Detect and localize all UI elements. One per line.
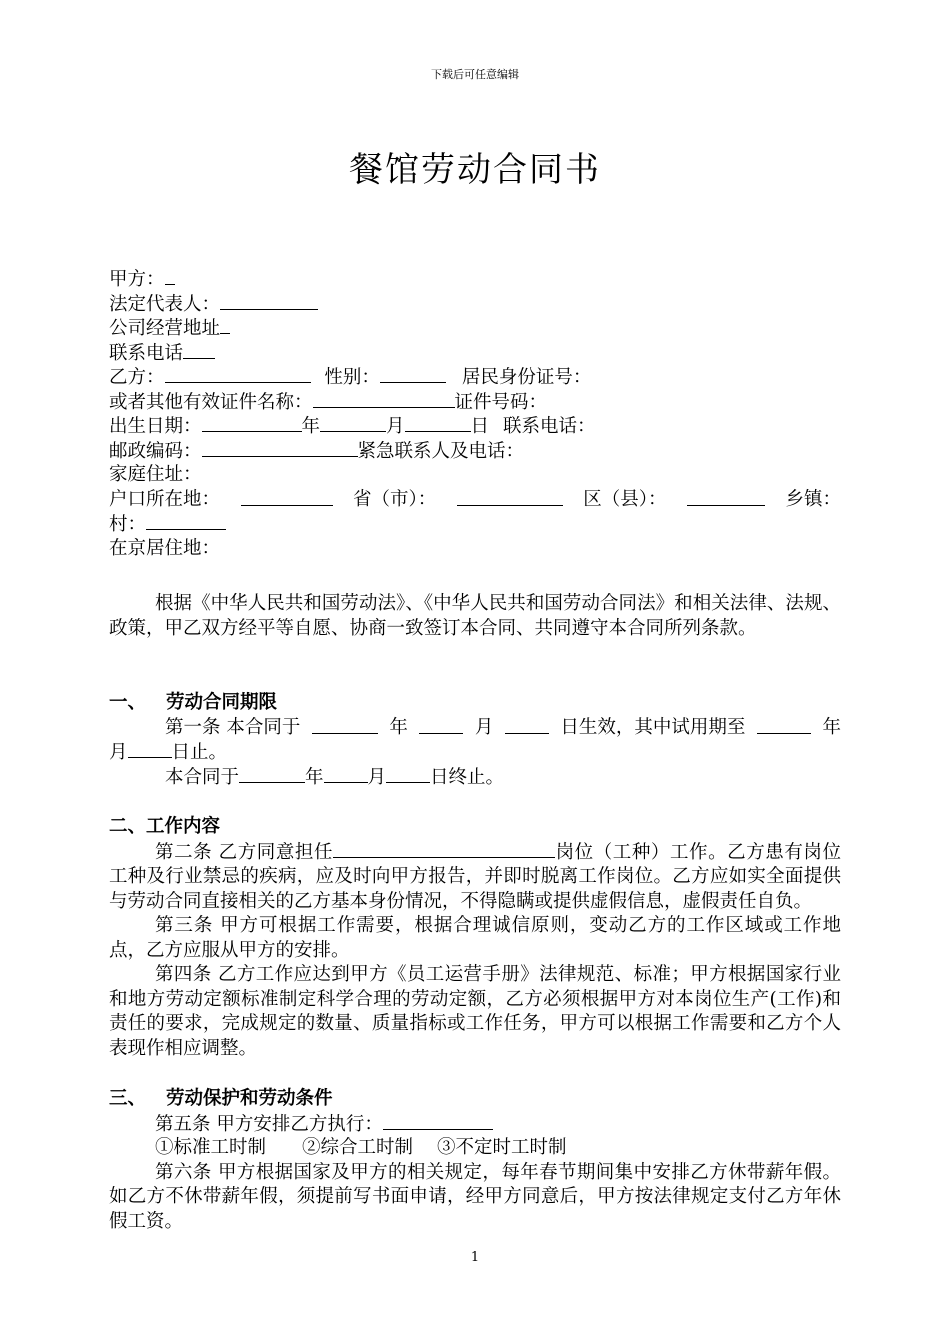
article-1-line xyxy=(109,716,841,741)
document-title: 餐馆劳动合同书 xyxy=(349,150,601,190)
post-label: 邮政编码： xyxy=(109,440,202,462)
gender-label: 性别： xyxy=(324,367,380,388)
article-2-text: 岗位（工种）工作。乙方患有岗位工种及行业禁忌的疾病，应及时向甲方报告，并即时脱离工作岗位。乙方应如实全面提供与劳动合同直接相关的乙方基本身份情况，不得隐瞒或提供虚假信息，虚假责任自负。 xyxy=(109,841,841,912)
village-line xyxy=(109,512,841,537)
birth-label: 出生日期： xyxy=(109,416,202,437)
effective-text: 日生效，其中试用期至 xyxy=(560,716,746,738)
article-1b-line xyxy=(109,765,841,790)
start-day-blank xyxy=(505,716,549,734)
rep-line xyxy=(109,292,841,317)
cert-no-label: 证件号码： xyxy=(454,391,548,413)
section-1-number: 一、 xyxy=(109,692,147,713)
birth-month-blank xyxy=(320,414,386,432)
province-blank xyxy=(241,488,333,506)
village-label: 村： xyxy=(109,514,147,535)
party-b-label: 乙方： xyxy=(109,367,165,388)
probation-year-blank xyxy=(757,716,811,734)
party-a-line xyxy=(109,267,841,292)
end-text: 日终止。 xyxy=(430,766,505,788)
probation-day-blank xyxy=(128,740,172,758)
section-3 xyxy=(109,1087,841,1234)
town-blank xyxy=(687,488,765,506)
article-4: 第四条 乙方工作应达到甲方《员工运营手册》法律规范、标准；甲方根据国家行业和地方劳动定额标准制定科学合理的劳动定额，乙方必须根据甲方对本岗位生产(工作)和责任的要求，完成规定的数量、质量指标或工作任务，甲方可以根据工作需要和乙方个人表现作相应调整。 xyxy=(109,964,841,1059)
position-blank xyxy=(333,840,555,858)
probation-month-label: 月 xyxy=(109,742,128,763)
article-3: 第三条 甲方可根据工作需要，根据合理诚信原则，变动乙方的工作区域或工作地点，乙方应服从甲方的安排。 xyxy=(109,915,841,961)
hukou-line xyxy=(109,488,841,513)
home-label: 家庭住址： xyxy=(109,464,202,485)
addr-label: 公司经营地址 xyxy=(109,318,221,339)
post-line xyxy=(109,439,841,464)
hukou-label: 户口所在地： xyxy=(109,488,221,510)
beijing-label: 在京居住地： xyxy=(109,537,221,559)
contact-label: 联系电话： xyxy=(502,416,596,437)
beijing-line xyxy=(109,537,841,562)
contract-body xyxy=(109,267,841,561)
end-year-blank xyxy=(239,765,305,783)
probation-year-label: 年 xyxy=(822,716,841,738)
probation-end-text: 日止。 xyxy=(171,742,228,763)
birth-year-label: 年 xyxy=(301,416,321,437)
option-standard: ①标准工时制 xyxy=(155,1137,267,1158)
addr-line xyxy=(109,316,841,341)
section-2-title: 二、工作内容 xyxy=(109,816,221,837)
addr-blank xyxy=(220,316,230,334)
section-3-number: 三、 xyxy=(109,1088,147,1109)
district-label: 区（县）： xyxy=(583,488,667,510)
birth-year-blank xyxy=(202,414,302,432)
article-6: 第六条 甲方根据国家及甲方的相关规定，每年春节期间集中安排乙方休带薪年假。如乙方不休带薪年假，须提前写书面申请，经甲方同意后，甲方按法律规定支付乙方年休假工资。 xyxy=(109,1161,841,1232)
party-b-blank xyxy=(165,365,311,383)
end-day-blank xyxy=(386,765,430,783)
district-blank xyxy=(457,488,563,506)
post-blank xyxy=(202,439,358,457)
birth-month-label: 月 xyxy=(386,416,405,437)
page-header: 下载后可任意编辑 xyxy=(431,68,519,81)
other-cert-blank xyxy=(313,390,455,408)
section-1 xyxy=(109,691,841,789)
start-month-blank xyxy=(419,716,463,734)
start-year-label: 年 xyxy=(389,716,408,738)
start-month-label: 月 xyxy=(474,716,494,738)
tel-blank xyxy=(183,341,215,359)
end-month-blank xyxy=(324,765,368,783)
section-2 xyxy=(109,815,841,1061)
article-1b-prefix: 本合同于 xyxy=(165,766,240,788)
party-a-label: 甲方： xyxy=(109,269,165,290)
birth-day-blank xyxy=(405,414,471,432)
province-label: 省（市）： xyxy=(352,488,437,510)
tel-label: 联系电话 xyxy=(109,342,184,364)
option-comprehensive: ②综合工时制 xyxy=(302,1137,414,1158)
other-cert-line xyxy=(109,390,841,415)
article-1-prefix: 第一条 本合同于 xyxy=(165,716,301,738)
emergency-label: 紧急联系人及电话： xyxy=(357,440,525,462)
town-label: 乡镇： xyxy=(785,488,841,510)
section-1-title: 劳动合同期限 xyxy=(166,692,278,713)
work-hour-blank xyxy=(383,1112,493,1130)
birth-line xyxy=(109,414,841,439)
section-1-heading xyxy=(109,691,841,716)
end-year-label: 年 xyxy=(305,766,324,788)
gender-blank xyxy=(380,365,446,383)
rep-label: 法定代表人： xyxy=(109,293,221,315)
work-hour-options xyxy=(109,1136,841,1161)
home-line xyxy=(109,463,841,488)
tel-line xyxy=(109,341,841,366)
option-flexible: ③不定时工时制 xyxy=(437,1137,567,1158)
section-3-heading xyxy=(109,1087,841,1112)
article-1-cont-line xyxy=(109,740,841,765)
start-year-blank xyxy=(312,716,378,734)
preamble-text: 根据《中华人民共和国劳动法》、《中华人民共和国劳动合同法》和相关法律、法规、政策，甲乙双方经平等自愿、协商一致签订本合同、共同遵守本合同所列条款。 xyxy=(109,593,841,639)
section-3-title: 劳动保护和劳动条件 xyxy=(166,1088,333,1109)
article-2-prefix: 第二条 乙方同意担任 xyxy=(155,841,334,863)
rep-blank xyxy=(220,292,318,310)
birth-day-label: 日 xyxy=(470,416,490,437)
article-2 xyxy=(109,840,841,915)
article-5-text: 第五条 甲方安排乙方执行： xyxy=(155,1113,383,1135)
end-month-label: 月 xyxy=(367,766,387,788)
article-5-line xyxy=(109,1112,841,1137)
party-b-line xyxy=(109,365,841,390)
id-label: 居民身份证号： xyxy=(461,367,592,388)
page-number: 1 xyxy=(470,1250,480,1265)
village-blank xyxy=(146,512,226,530)
preamble xyxy=(109,592,841,641)
party-a-blank xyxy=(165,267,175,285)
other-cert-label: 或者其他有效证件名称： xyxy=(109,391,313,413)
